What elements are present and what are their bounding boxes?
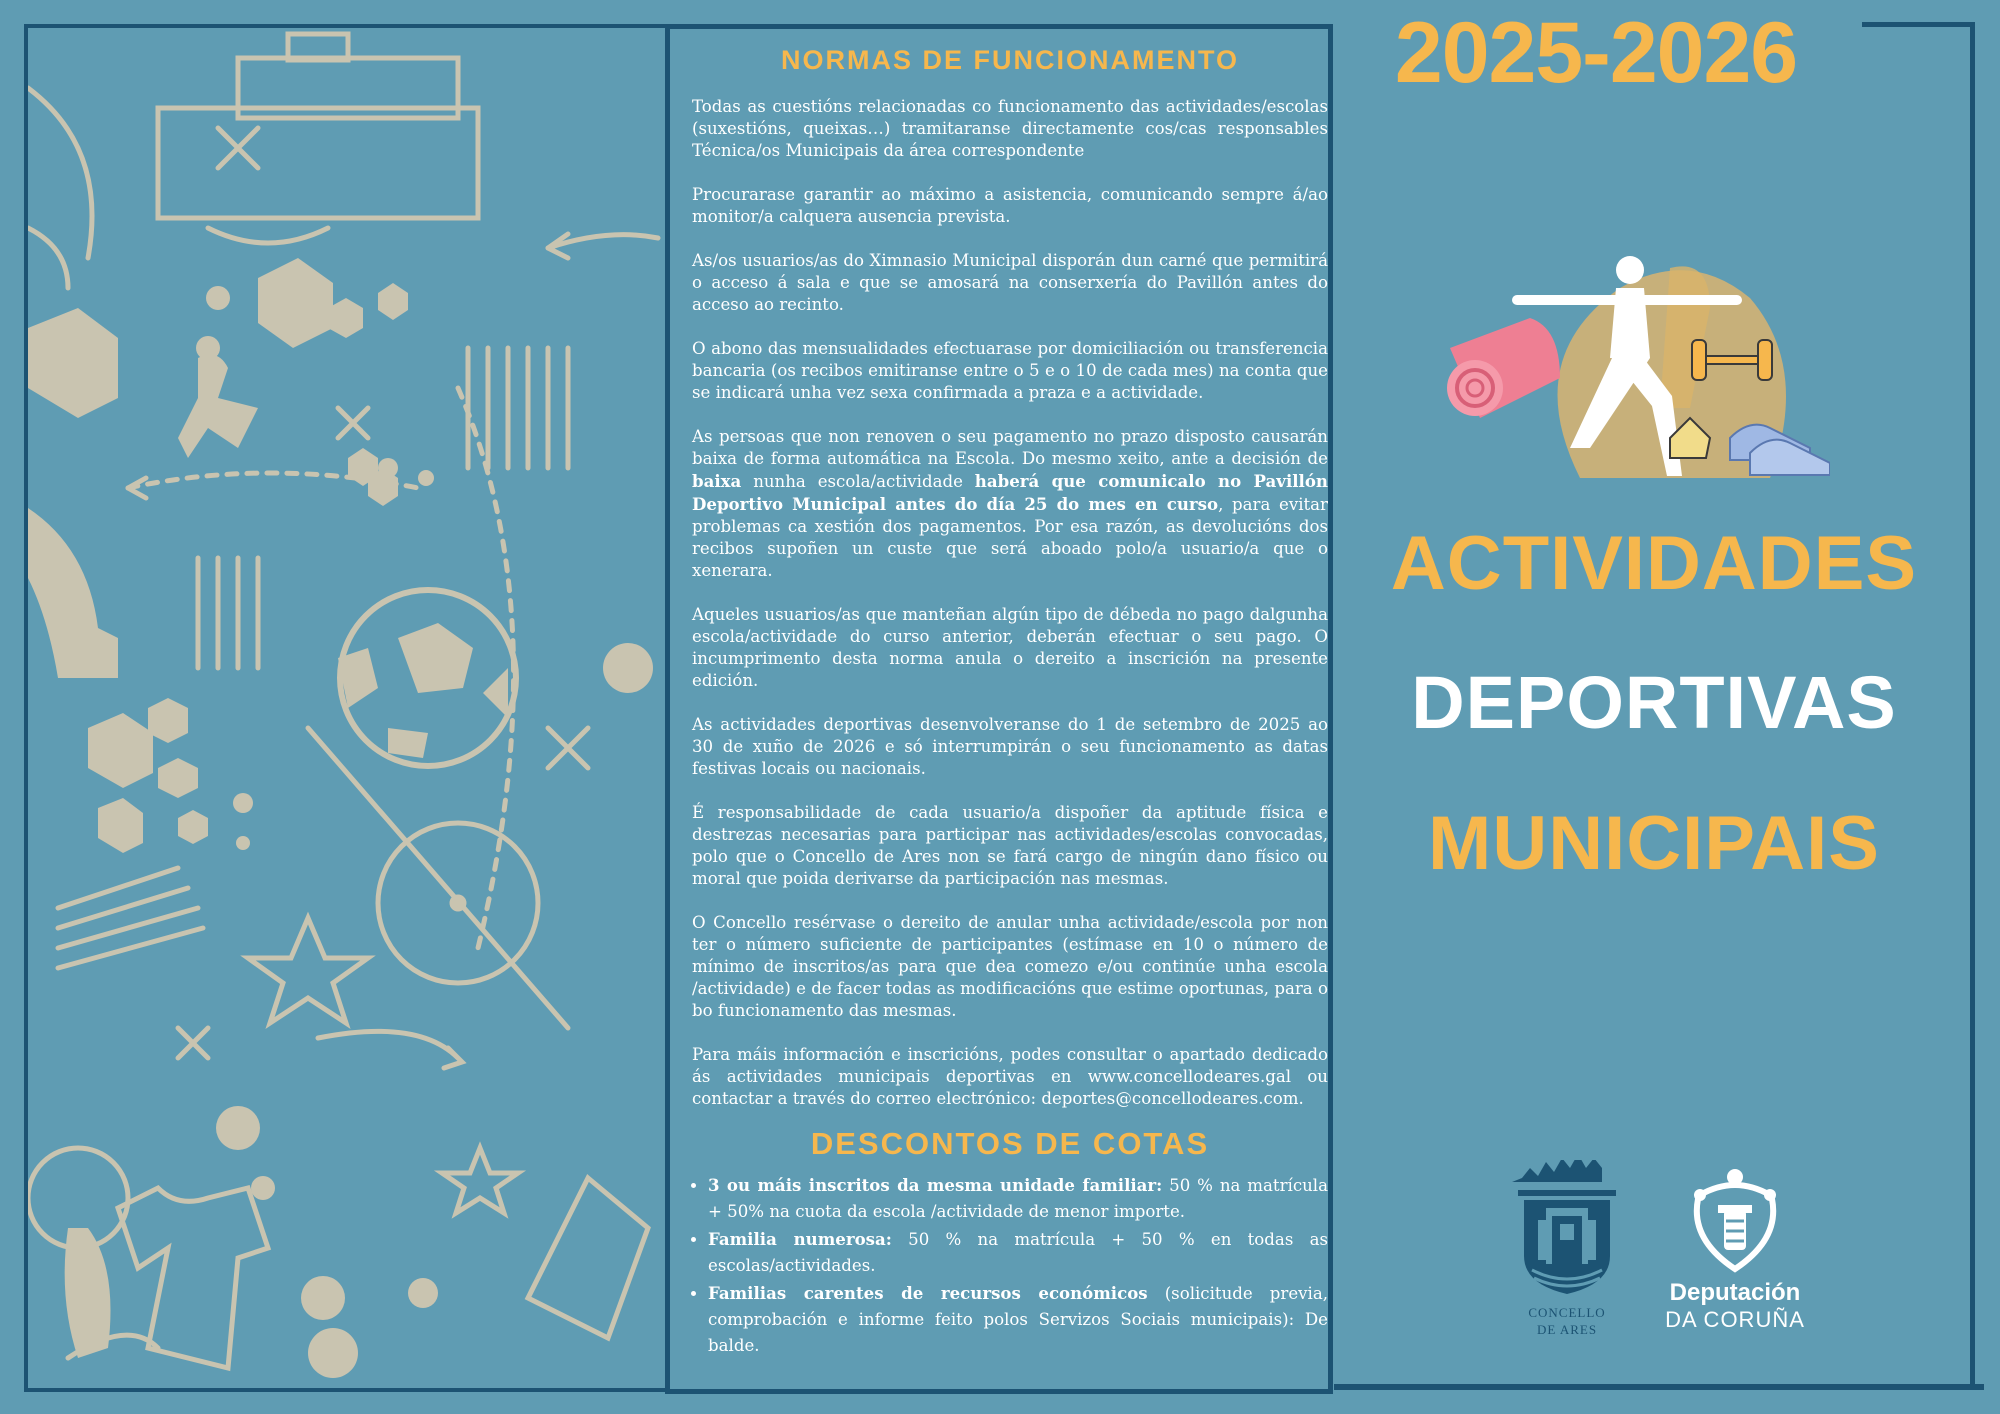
rules-paragraph: Procurarase garantir ao máximo a asistencia, comunicando sempre á/ao monitor/a calquera ausencia prevista. — [692, 185, 1328, 226]
discount-item-text: 50 % na matrícula + 50 % en todas as escolas/actividades. — [708, 1230, 1328, 1275]
rules-bold: haberá que comunicalo no Pavillón Deportivo Municipal antes do día 25 do mes en curso — [692, 471, 1328, 514]
rules-heading: NORMAS DE FUNCIONAMENTO — [780, 45, 1239, 75]
deputacion-logo — [1660, 1165, 1810, 1345]
discount-item-text: 50 % na matrícula + 50% na cuota da escola /actividade de menor importe. — [708, 1176, 1328, 1221]
discounts-heading: DESCONTOS DE COTAS — [810, 1126, 1210, 1161]
concello-caption-1: CONCELLO — [1528, 1305, 1606, 1320]
concello-caption-2: DE ARES — [1536, 1322, 1598, 1337]
rules-text: As persoas que non renoven o seu pagamento no prazo disposto causarán baixa de forma automática na Escola. Do mesmo xeito, ante a decisión de — [692, 427, 1328, 468]
rules-text: , para evitar problemas ca xestión dos pagamentos. Por esa razón, as devolucións dos recibos supoñen un custe que será aboado polo/a usuario/a que o xenerara. — [692, 495, 1328, 580]
rules-paragraph-cancellation — [692, 426, 1328, 582]
discount-item-text: (solicitude previa, comprobación e informe feito polos Servizos Sociais municipais): De balde. — [708, 1284, 1328, 1355]
discount-item — [708, 1280, 1328, 1359]
discount-item-title: 3 ou máis inscritos da mesma unidade familiar: — [708, 1175, 1163, 1195]
rules-paragraph: Todas as cuestións relacionadas co funcionamento das actividades/escolas (suxestións, queixas…) tramitaranse directamente cos/cas responsables Técnica/os Municipais da área correspondente — [692, 97, 1328, 160]
rules-column — [665, 24, 1333, 1394]
deputacion-caption-2: DA CORUÑA — [1665, 1307, 1805, 1332]
rules-text: nunha escola/actividade — [741, 472, 975, 491]
title-line-municipal: MUNICIPAIS — [1428, 801, 1880, 886]
frame-corner — [1862, 22, 1974, 27]
discount-item — [708, 1172, 1328, 1225]
rules-paragraph: As actividades deportivas desenvolveranse do 1 de setembro de 2025 ao 30 de xuño de 2026 e só interrumpirán o seu funcionamento as datas festivas locais ou nacionais. — [692, 715, 1328, 778]
discount-item — [708, 1226, 1328, 1279]
concello-de-ares-logo — [1512, 1160, 1622, 1340]
fitness-illustration — [1430, 238, 1830, 488]
frame-bottom — [1334, 1384, 1984, 1390]
title-line-activities: ACTIVIDADES — [1390, 521, 1918, 606]
sports-pattern-illustration — [28, 28, 664, 1390]
rules-paragraph: O Concello resérvase o dereito de anular unha actividade/escola por non ter o número suficiente de participantes (estímase en 10 o número de mínimo de inscritos/as para que dea comezo e/ou continúe unha escola /actividade) e de facer todas as modificacións que estime oportunas, para o bo funcionamento das mesmas. — [692, 913, 1328, 1020]
rules-paragraph-contact: Para máis información e inscricións, podes consultar o apartado dedicado ás actividades municipais deportivas en www.concellodeares.gal ou contactar a través do correo electrónico: deportes@concellodeares.com. — [692, 1045, 1328, 1108]
discount-item-title: Familias carentes de recursos económicos — [708, 1283, 1148, 1303]
rules-paragraph: As/os usuarios/as do Ximnasio Municipal disporán dun carné que permitirá o acceso á sala e que se amosará na conserxería do Pavillón antes do acceso ao recinto. — [692, 251, 1328, 314]
discounts-list — [692, 1172, 1328, 1359]
season-year: 2025-2026 — [1394, 5, 1798, 101]
rules-bold: baixa — [692, 471, 742, 491]
deputacion-caption-1: Deputación — [1669, 1279, 1801, 1306]
rules-paragraph: É responsabilidade de cada usuario/a dispoñer da aptitude física e destrezas necesarias para participar nas actividades/escolas convocadas, polo que o Concello de Ares non se fará cargo de ningún dano físico ou moral que poida derivarse da participación nas mesmas. — [692, 803, 1328, 888]
discount-item-title: Familia numerosa: — [708, 1229, 892, 1249]
rules-paragraph: Aqueles usuarios/as que manteñan algún tipo de débeda no pago dalgunha escola/actividade do curso anterior, deberán efectuar o seu pago. O incumprimento desta norma anula o dereito a inscrición na presente edición. — [692, 605, 1328, 690]
rules-paragraph: O abono das mensualidades efectuarase por domiciliación ou transferencia bancaria (os recibos emitiranse entre o 5 e o 10 de cada mes) na conta que se indicará unha vez sexa confirmada a praza e a actividade. — [692, 339, 1328, 402]
title-line-sports: DEPORTIVAS — [1411, 661, 1897, 744]
